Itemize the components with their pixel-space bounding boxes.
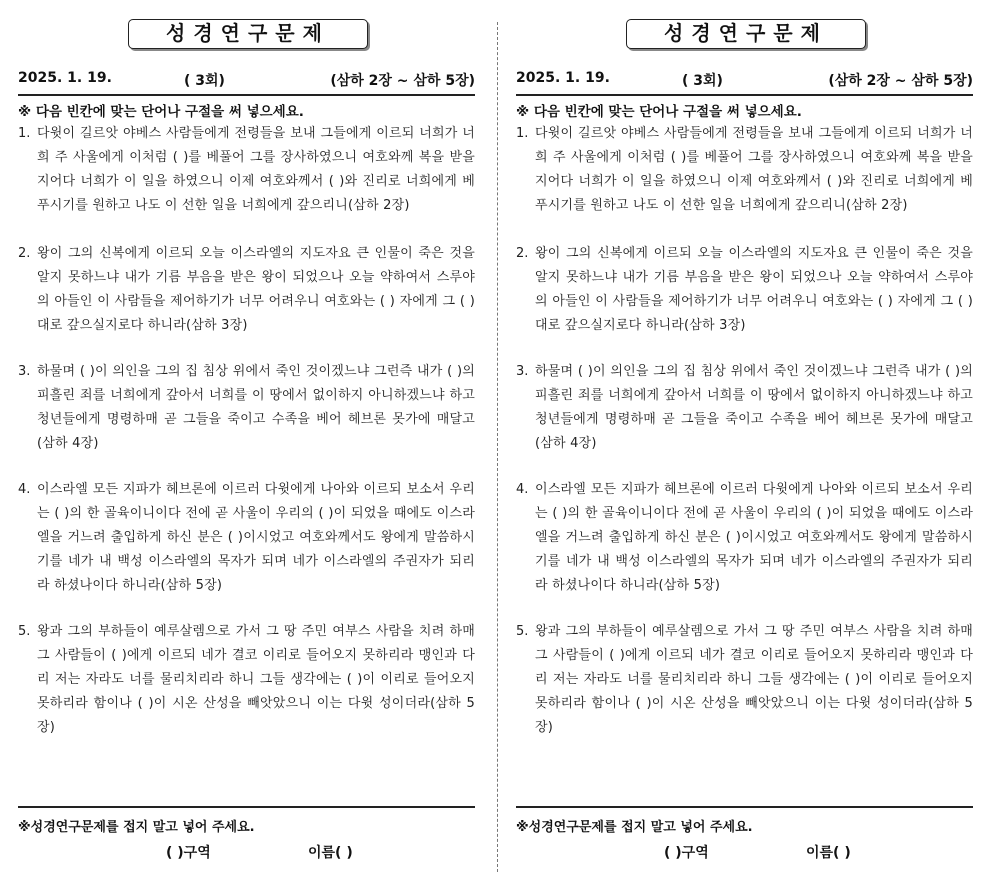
question-text: 왕과 그의 부하들이 예루살렘으로 가서 그 땅 주민 여부스 사람을 치려 하매 그 사람들이 ( )에게 이르되 네가 결코 이리로 들어오지 못하리라 맹인과 다리 저는 자라도 너를 물리치리라 하니 그들 생각에는 ( )이 이리로 들어오지 못하리라 함이나 ( )이 시온 산성을 빼앗았으니 이는 다윗 성이더라(삼하 5장) bbox=[37, 624, 475, 735]
question-text: 다윗이 길르앗 야베스 사람들에게 전령들을 보내 그들에게 이르되 너희가 너희 주 사울에게 이처럼 ( )를 베풀어 그를 장사하였으니 여호와께 복을 받을지어다 너희가 이 일을 하였으니 이제 여호와께서 ( )와 진리로 너희에게 베푸시기를 원하고 나도 이 선한 일을 너희에게 갚으리니(삼하 2장) bbox=[37, 126, 475, 213]
column-divider bbox=[497, 22, 498, 872]
question-text: 이스라엘 모든 지파가 헤브론에 이르러 다윗에게 나아와 이르되 보소서 우리는 ( )의 한 골육이니이다 전에 곧 사울이 우리의 ( )이 되었을 때에도 이스라엘을 거느려 출입하게 하신 분은 ( )이시었고 여호와께서도 왕에게 말씀하시기를 네가 내 백성 이스라엘의 목자가 되며 네가 이스라엘의 주권자가 되리라 하셨나이다 하니라(삼하 5장) bbox=[37, 482, 475, 593]
question-number: 2. bbox=[18, 246, 31, 261]
session-label: ( 3회) bbox=[184, 73, 225, 89]
footer-fields bbox=[516, 842, 973, 862]
date-label: 2025. 1. 19. bbox=[18, 70, 112, 86]
question-text: 왕이 그의 신복에게 이르되 오늘 이스라엘의 지도자요 큰 인물이 죽은 것을 알지 못하느냐 내가 기름 부음을 받은 왕이 되었으나 오늘 약하여서 스루야의 아들인 이 사람들을 제어하기가 너무 어려우니 여호와는 ( ) 자에게 그 ( ) 대로 갚으실지로다 하니라(삼하 3장) bbox=[535, 246, 973, 333]
question-text: 왕이 그의 신복에게 이르되 오늘 이스라엘의 지도자요 큰 인물이 죽은 것을 알지 못하느냐 내가 기름 부음을 받은 왕이 되었으나 오늘 약하여서 스루야의 아들인 이 사람들을 제어하기가 너무 어려우니 여호와는 ( ) 자에게 그 ( ) 대로 갚으실지로다 하니라(삼하 3장) bbox=[37, 246, 475, 333]
name-field: 이름( ) bbox=[806, 845, 851, 861]
range-label: (삼하 2장 ~ 삼하 5장) bbox=[330, 73, 475, 89]
question-number: 5. bbox=[18, 624, 31, 639]
question-number: 2. bbox=[516, 246, 529, 261]
question-text: 하물며 ( )이 의인을 그의 집 침상 위에서 죽인 것이겠느냐 그런즉 내가 ( )의 피흘린 죄를 너희에게 갚아서 너희를 이 땅에서 없이하지 아니하겠느냐 하고 청년들에게 명령하매 곧 그들을 죽이고 수족을 베어 헤브론 못가에 매달고 (삼하 4장) bbox=[37, 364, 475, 451]
header-divider bbox=[18, 94, 475, 96]
name-field: 이름( ) bbox=[308, 845, 353, 861]
footer-fields bbox=[18, 842, 475, 862]
worksheet-right bbox=[516, 0, 973, 892]
question-text: 하물며 ( )이 의인을 그의 집 침상 위에서 죽인 것이겠느냐 그런즉 내가 ( )의 피흘린 죄를 너희에게 갚아서 너희를 이 땅에서 없이하지 아니하겠느냐 하고 청년들에게 명령하매 곧 그들을 죽이고 수족을 베어 헤브론 못가에 매달고 (삼하 4장) bbox=[535, 364, 973, 451]
instruction-text: ※ 다음 빈칸에 맞는 단어나 구절을 써 넣으세요. bbox=[18, 104, 304, 120]
question-1 bbox=[18, 122, 475, 218]
worksheet-header bbox=[18, 70, 475, 92]
question-2 bbox=[18, 242, 475, 338]
question-text: 왕과 그의 부하들이 예루살렘으로 가서 그 땅 주민 여부스 사람을 치려 하매 그 사람들이 ( )에게 이르되 네가 결코 이리로 들어오지 못하리라 맹인과 다리 저는 자라도 너를 물리치리라 하니 그들 생각에는 ( )이 이리로 들어오지 못하리라 함이나 ( )이 시온 산성을 빼앗았으니 이는 다윗 성이더라(삼하 5장) bbox=[535, 624, 973, 735]
question-number: 1. bbox=[516, 126, 529, 141]
question-5 bbox=[18, 620, 475, 740]
question-4 bbox=[516, 478, 973, 598]
worksheet-header bbox=[516, 70, 973, 92]
question-number: 5. bbox=[516, 624, 529, 639]
question-number: 3. bbox=[18, 364, 31, 379]
question-3 bbox=[18, 360, 475, 456]
question-list bbox=[18, 122, 475, 740]
question-number: 1. bbox=[18, 126, 31, 141]
worksheet-left bbox=[18, 0, 475, 892]
footer-divider bbox=[516, 806, 973, 808]
question-2 bbox=[516, 242, 973, 338]
area-field: ( )구역 bbox=[166, 845, 211, 861]
worksheet-title: 성경연구문제 bbox=[128, 19, 368, 49]
question-text: 이스라엘 모든 지파가 헤브론에 이르러 다윗에게 나아와 이르되 보소서 우리는 ( )의 한 골육이니이다 전에 곧 사울이 우리의 ( )이 되었을 때에도 이스라엘을 거느려 출입하게 하신 분은 ( )이시었고 여호와께서도 왕에게 말씀하시기를 네가 내 백성 이스라엘의 목자가 되며 네가 이스라엘의 주권자가 되리라 하셨나이다 하니라(삼하 5장) bbox=[535, 482, 973, 593]
question-number: 3. bbox=[516, 364, 529, 379]
instruction-text: ※ 다음 빈칸에 맞는 단어나 구절을 써 넣으세요. bbox=[516, 104, 802, 120]
footer-divider bbox=[18, 806, 475, 808]
area-field: ( )구역 bbox=[664, 845, 709, 861]
question-number: 4. bbox=[18, 482, 31, 497]
header-divider bbox=[516, 94, 973, 96]
question-3 bbox=[516, 360, 973, 456]
question-5 bbox=[516, 620, 973, 740]
date-label: 2025. 1. 19. bbox=[516, 70, 610, 86]
footer-note: ※성경연구문제를 접지 말고 넣어 주세요. bbox=[516, 820, 753, 835]
question-list bbox=[516, 122, 973, 740]
question-number: 4. bbox=[516, 482, 529, 497]
range-label: (삼하 2장 ~ 삼하 5장) bbox=[828, 73, 973, 89]
question-4 bbox=[18, 478, 475, 598]
question-1 bbox=[516, 122, 973, 218]
footer-note: ※성경연구문제를 접지 말고 넣어 주세요. bbox=[18, 820, 255, 835]
question-text: 다윗이 길르앗 야베스 사람들에게 전령들을 보내 그들에게 이르되 너희가 너희 주 사울에게 이처럼 ( )를 베풀어 그를 장사하였으니 여호와께 복을 받을지어다 너희가 이 일을 하였으니 이제 여호와께서 ( )와 진리로 너희에게 베푸시기를 원하고 나도 이 선한 일을 너희에게 갚으리니(삼하 2장) bbox=[535, 126, 973, 213]
session-label: ( 3회) bbox=[682, 73, 723, 89]
worksheet-title: 성경연구문제 bbox=[626, 19, 866, 49]
